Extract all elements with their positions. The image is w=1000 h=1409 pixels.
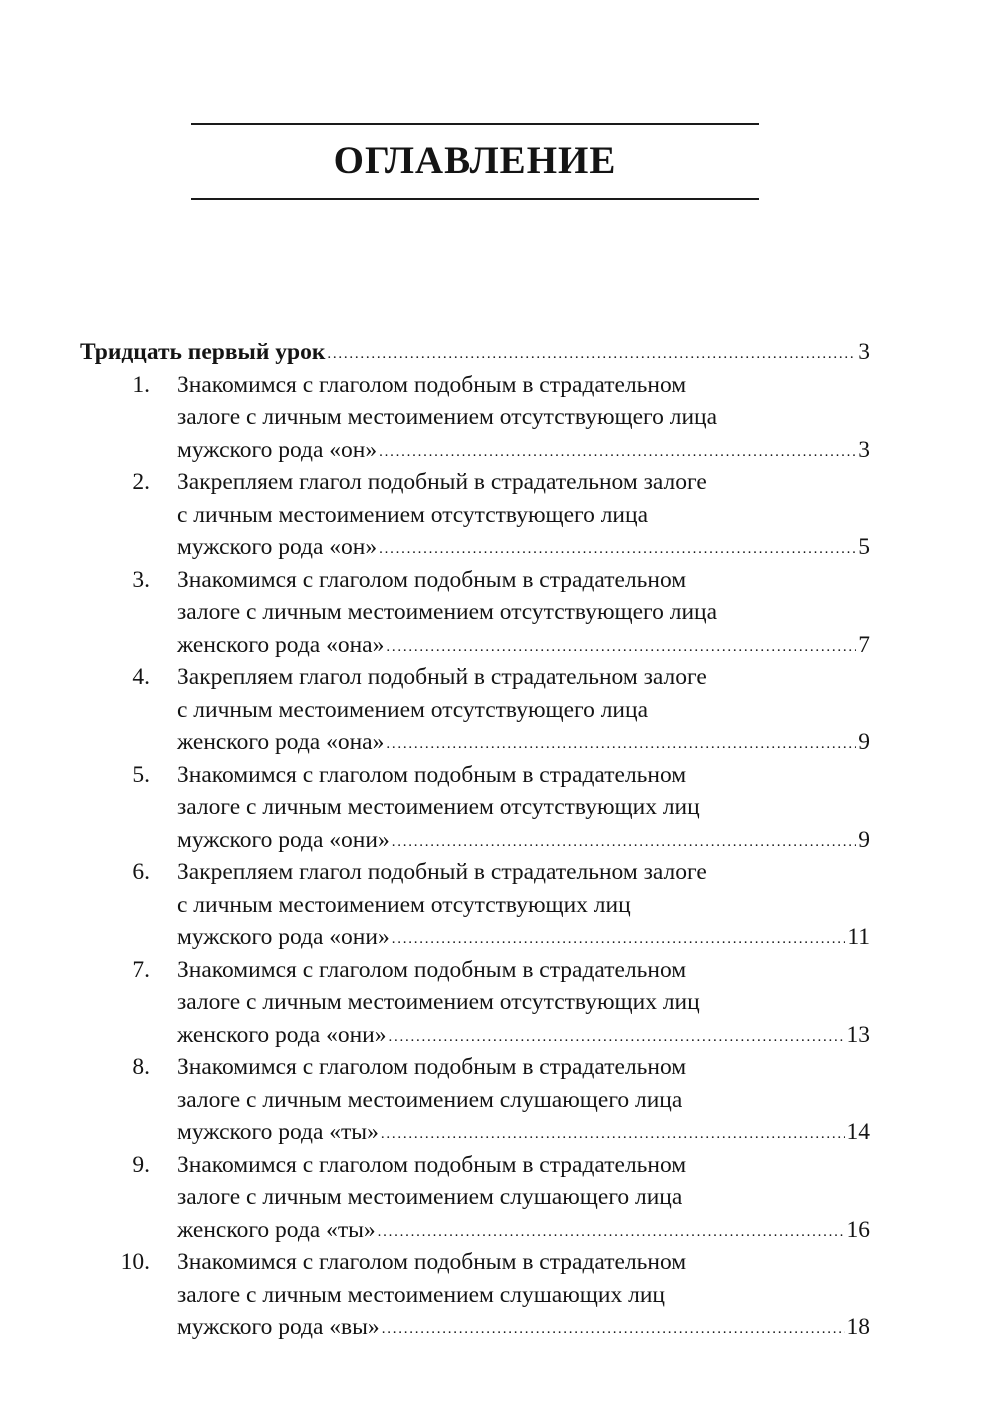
- toc-entry-number: 4.: [132, 664, 150, 690]
- toc-entry-last-line: [80, 726, 870, 759]
- toc-entry-text-line: залоге с личным местоимением отсутствующих лиц: [177, 794, 700, 820]
- toc-entry[interactable]: [80, 1246, 870, 1344]
- toc-entry-text-line: мужского рода «ты»: [177, 1119, 379, 1145]
- toc-entry-text-line: мужского рода «он»: [177, 534, 378, 560]
- toc-lesson-title: Тридцать первый урок: [80, 339, 326, 365]
- toc-entry-text-line: залоге с личным местоимением слушающего лица: [177, 1086, 683, 1113]
- dot-leader: [389, 1021, 845, 1054]
- toc-entry-number: 2.: [132, 469, 150, 495]
- toc-page-number: 11: [847, 924, 870, 950]
- toc-entry-text-line: мужского рода «он»: [177, 436, 378, 463]
- toc-entry-number: 8.: [132, 1054, 150, 1080]
- toc-entry-last-line: [80, 1019, 870, 1052]
- toc-entry-text-line: Знакомимся с глаголом подобным в страдательном: [177, 1054, 687, 1080]
- toc-page-number: 9: [858, 729, 870, 755]
- toc-entry-last-line: [80, 629, 870, 662]
- toc-entry-text-line: Знакомимся с глаголом подобным в страдательном: [177, 371, 687, 398]
- toc-entry-text-line: Знакомимся с глаголом подобным в страдательном: [177, 1249, 687, 1275]
- toc-entry[interactable]: [80, 954, 870, 1052]
- toc-entry-last-line: [80, 531, 870, 564]
- toc-page-number: 14: [846, 1119, 870, 1145]
- toc-entry-text-line: мужского рода «они»: [177, 924, 390, 950]
- dot-leader: [327, 338, 856, 371]
- table-of-contents: [80, 336, 870, 1344]
- dot-leader: [379, 436, 856, 469]
- toc-entry[interactable]: [80, 856, 870, 954]
- toc-lesson-row[interactable]: [80, 336, 870, 369]
- heading-block: [191, 123, 759, 200]
- toc-entry-text-line: залоге с личным местоимением слушающего лица: [177, 1184, 683, 1210]
- toc-entry-text-line: Закрепляем глагол подобный в страдательном залоге: [177, 664, 707, 690]
- toc-entry-last-line: [80, 434, 870, 467]
- toc-entry-text-line: Закрепляем глагол подобный в страдательном залоге: [177, 469, 707, 495]
- toc-entry-text-line: Знакомимся с глаголом подобным в страдательном: [177, 1151, 687, 1178]
- toc-entry-text-line: женского рода «она»: [177, 631, 385, 658]
- dot-leader: [382, 1313, 845, 1346]
- toc-entry-text-line: женского рода «ты»: [177, 1216, 376, 1243]
- dot-leader: [379, 533, 856, 566]
- toc-entry[interactable]: [80, 661, 870, 759]
- toc-entry-number: 10.: [120, 1249, 150, 1275]
- toc-entry-text-line: женского рода «она»: [177, 729, 385, 755]
- toc-entry-last-line: [80, 1116, 870, 1149]
- toc-page-number: 3: [858, 339, 870, 365]
- toc-page-number: 5: [858, 534, 870, 560]
- dot-leader: [381, 1118, 845, 1151]
- toc-entry-text-line: залоге с личным местоимением слушающих лиц: [177, 1281, 665, 1308]
- toc-page-number: 3: [858, 436, 870, 463]
- toc-entry[interactable]: [80, 466, 870, 564]
- toc-entry-text-line: залоге с личным местоимением отсутствующего лица: [177, 404, 718, 430]
- heading-top-rule: [191, 123, 759, 125]
- toc-entry-text-line: залоге с личным местоимением отсутствующих лиц: [177, 989, 700, 1015]
- toc-entry-last-line: [80, 1214, 870, 1247]
- toc-page-number: 7: [858, 631, 870, 658]
- toc-page-number: 9: [858, 826, 870, 853]
- page-title: ОГЛАВЛЕНИЕ: [333, 139, 617, 182]
- toc-page-number: 18: [846, 1314, 870, 1340]
- toc-entry[interactable]: [80, 1149, 870, 1247]
- toc-entry-text-line: мужского рода «они»: [177, 826, 390, 853]
- toc-entry-last-line: [80, 1311, 870, 1344]
- toc-entry-number: 1.: [132, 371, 150, 398]
- toc-page-number: 16: [846, 1216, 870, 1243]
- toc-entry-number: 7.: [132, 956, 150, 983]
- toc-entry-last-line: [80, 824, 870, 857]
- toc-entry-text-line: мужского рода «вы»: [177, 1314, 380, 1340]
- dot-leader: [378, 1216, 845, 1249]
- toc-entry[interactable]: [80, 1051, 870, 1149]
- toc-entry-text-line: Знакомимся с глаголом подобным в страдательном: [177, 761, 687, 788]
- toc-entry[interactable]: [80, 369, 870, 467]
- toc-entry-text-line: Закрепляем глагол подобный в страдательном залоге: [177, 859, 707, 885]
- toc-entry-last-line: [80, 921, 870, 954]
- toc-entry[interactable]: [80, 564, 870, 662]
- toc-entries: [80, 369, 870, 1344]
- toc-entry-text-line: с личным местоимением отсутствующих лиц: [177, 891, 631, 918]
- toc-entry[interactable]: [80, 759, 870, 857]
- toc-entry-number: 3.: [132, 566, 150, 593]
- toc-page-number: 13: [846, 1021, 870, 1048]
- toc-entry-number: 5.: [132, 761, 150, 788]
- toc-entry-text-line: с личным местоимением отсутствующего лица: [177, 696, 649, 723]
- dot-leader: [386, 728, 856, 761]
- toc-entry-number: 6.: [132, 859, 150, 885]
- dot-leader: [392, 923, 846, 956]
- toc-entry-text-line: с личным местоимением отсутствующего лица: [177, 501, 649, 528]
- dot-leader: [392, 826, 857, 859]
- toc-entry-text-line: женского рода «они»: [177, 1021, 387, 1048]
- toc-entry-number: 9.: [132, 1151, 150, 1178]
- heading-bottom-rule: [191, 198, 759, 200]
- toc-entry-text-line: залоге с личным местоимением отсутствующего лица: [177, 599, 718, 625]
- toc-entry-text-line: Знакомимся с глаголом подобным в страдательном: [177, 566, 687, 593]
- dot-leader: [386, 631, 856, 664]
- toc-entry-text-line: Знакомимся с глаголом подобным в страдательном: [177, 956, 687, 983]
